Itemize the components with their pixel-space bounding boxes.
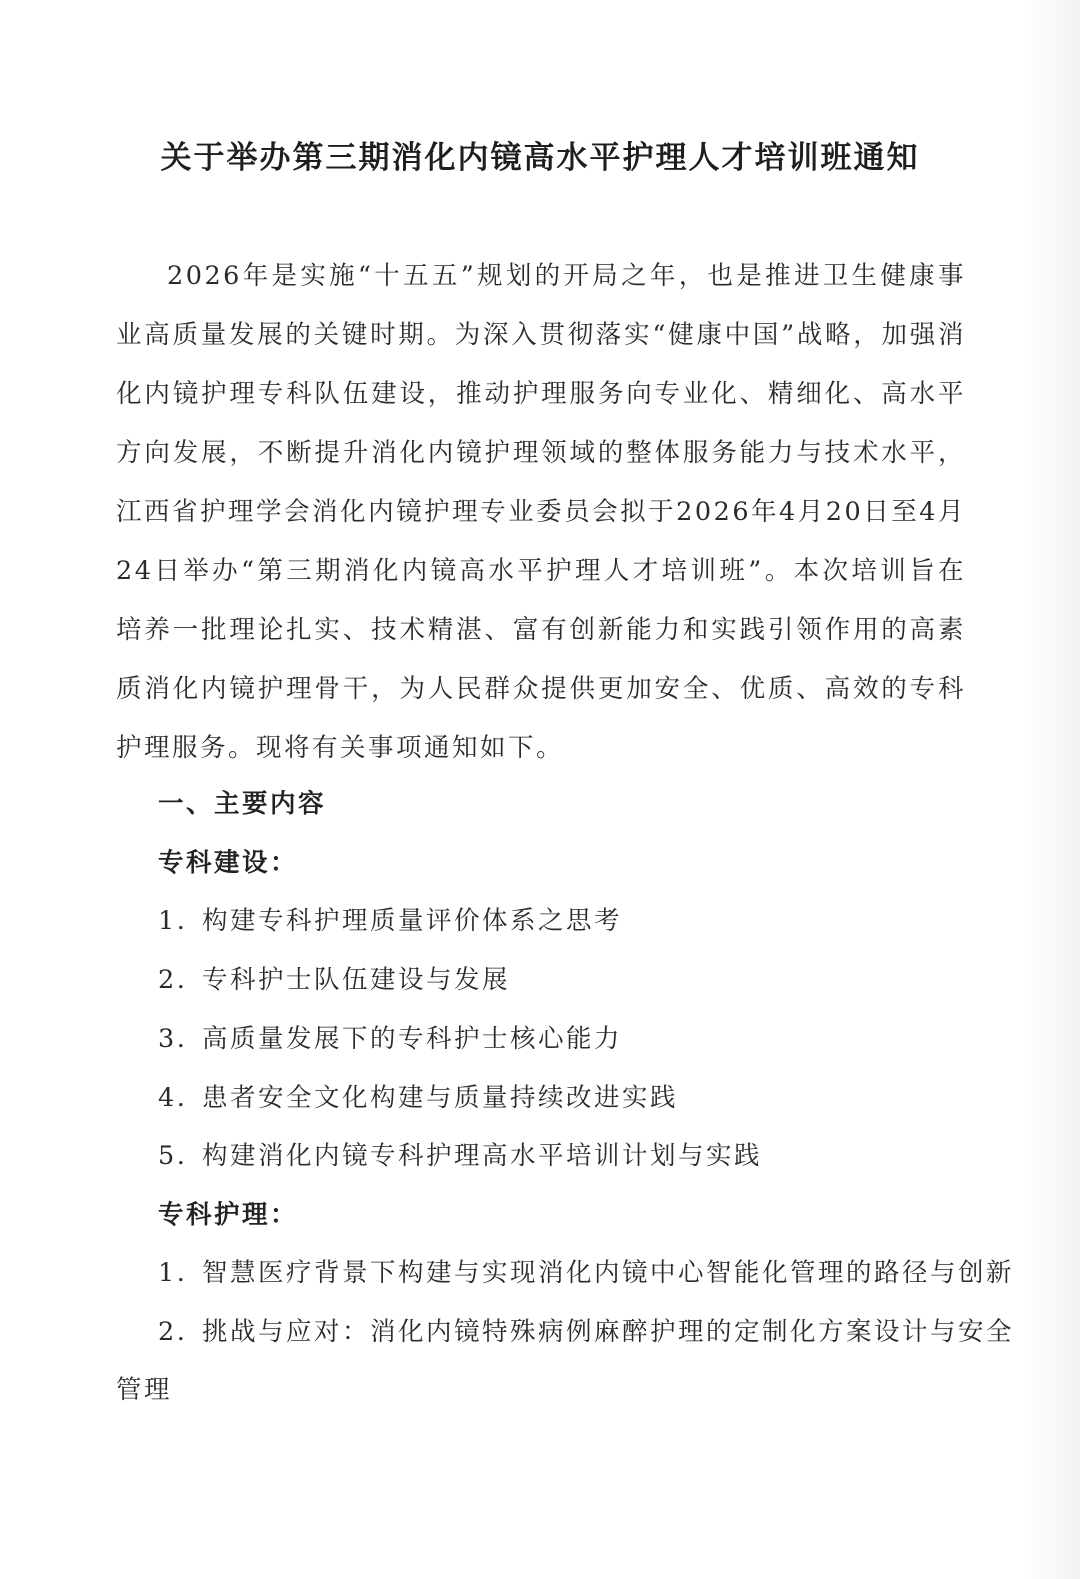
document-title: 关于举办第三期消化内镜高水平护理人才培训班通知 xyxy=(160,140,920,176)
list-item-text: 构建消化内镜专科护理高水平培训计划与实践 xyxy=(202,1141,763,1171)
list-item xyxy=(158,1019,622,1059)
list-item-text: 高质量发展下的专科护士核心能力 xyxy=(202,1024,623,1054)
list-item xyxy=(158,1078,678,1118)
list-item xyxy=(158,1136,762,1176)
list-item-number: 1. xyxy=(158,1258,188,1288)
list-item xyxy=(158,1253,1014,1293)
list-item-text: 构建专科护理质量评价体系之思考 xyxy=(202,906,623,936)
list-item xyxy=(158,1312,1014,1352)
list-item-number: 3. xyxy=(158,1024,188,1054)
list-item-number: 1. xyxy=(158,906,188,936)
list-item xyxy=(158,901,622,941)
list-item-text: 专科护士队伍建设与发展 xyxy=(202,965,511,995)
subsection-heading-specialty-construction: 专科建设： xyxy=(158,848,299,878)
list-item-number: 4. xyxy=(158,1083,188,1113)
subsection-heading-specialty-nursing: 专科护理： xyxy=(158,1200,299,1230)
list-item-continuation: 管理 xyxy=(116,1375,173,1405)
section-heading-main-content: 一、主要内容 xyxy=(158,789,327,819)
list-item-text: 智慧医疗背景下构建与实现消化内镜中心智能化管理的路径与创新 xyxy=(202,1258,1015,1288)
list-item-text: 患者安全文化构建与质量持续改进实践 xyxy=(202,1083,679,1113)
list-item xyxy=(158,960,510,1000)
list-item-number: 2. xyxy=(158,1317,188,1347)
list-item-text: 挑战与应对：消化内镜特殊病例麻醉护理的定制化方案设计与安全 xyxy=(202,1317,1015,1347)
list-item-number: 2. xyxy=(158,965,188,995)
list-item-number: 5. xyxy=(158,1141,188,1171)
intro-paragraph: 2026年是实施“十五五”规划的开局之年，也是推进卫生健康事业高质量发展的关键时期。为深入贯彻落实“健康中国”战略，加强消化内镜护理专科队伍建设，推动护理服务向专业化、精细化、高水平方向发展，不断提升消化内镜护理领域的整体服务能力与技术水平，江西省护理学会消化内镜护理专业委员会拟于2026年4月20日至4月24日举办“第三期消化内镜高水平护理人才培训班”。本次培训旨在培养一批理论扎实、技术精湛、富有创新能力和实践引领作用的高素质消化内镜护理骨干，为人民群众提供更加安全、优质、高效的专科护理服务。现将有关事项通知如下。 xyxy=(116,261,966,763)
